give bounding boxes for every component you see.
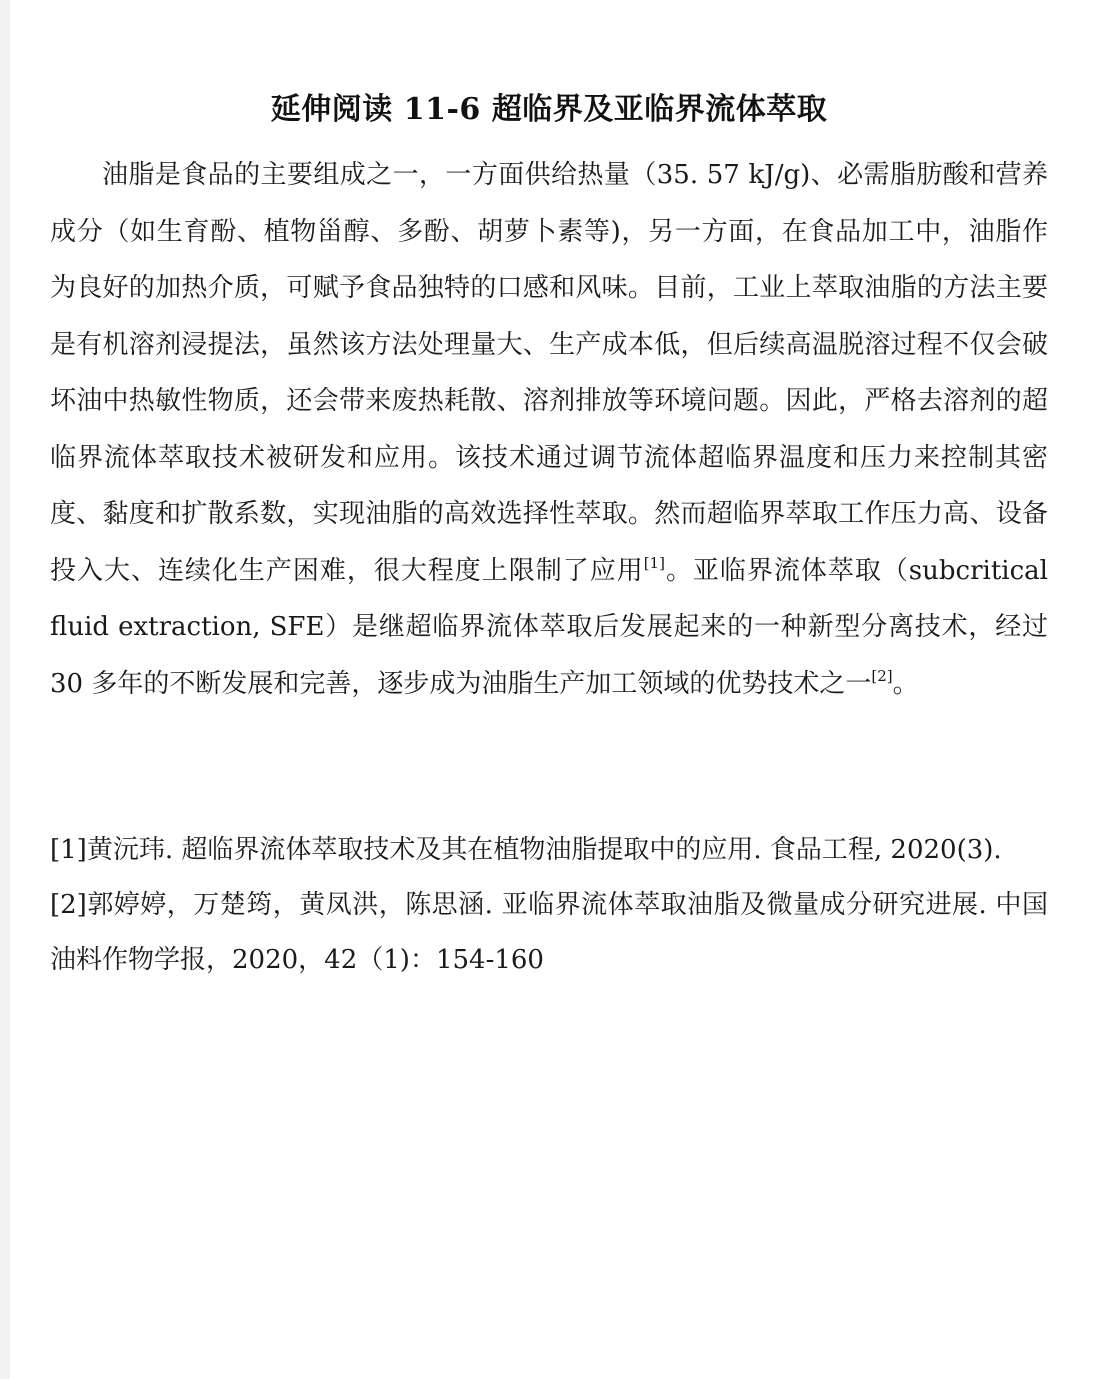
body-text-part-3: 。 (892, 668, 919, 699)
body-text-part-2: 。亚临界流体萃取（subcritical fluid extraction, SFE）是继超临界流体萃取后发展起来的一种新型分离技术，经过 30 多年的不断发展和完善，逐步成为油脂生产加工领域的优势技术之一 (50, 555, 1048, 699)
citation-1: [1] (643, 553, 665, 572)
body-paragraph (50, 147, 1048, 712)
reference-item-1: [1]黄沅玮. 超临界流体萃取技术及其在植物油脂提取中的应用. 食品工程, 2020(3). (50, 835, 1002, 865)
page-left-edge (0, 0, 10, 1379)
reference-item-2: [2]郭婷婷，万楚筠，黄凤洪，陈思涵. 亚临界流体萃取油脂及微量成分研究进展. 中国油料作物学报，2020，42（1)：154-160 (50, 890, 1048, 975)
document-title: 延伸阅读 11-6 超临界及亚临界流体萃取 (270, 92, 828, 127)
citation-2: [2] (871, 666, 893, 685)
body-text-part-1: 油脂是食品的主要组成之一，一方面供给热量（35. 57 kJ/g)、必需脂肪酸和营养成分（如生育酚、植物甾醇、多酚、胡萝卜素等)，另一方面，在食品加工中，油脂作为良好的加热介质，可赋予食品独特的口感和风味。目前，工业上萃取油脂的方法主要是有机溶剂浸提法，虽然该方法处理量大、生产成本低，但后续高温脱溶过程不仅会破坏油中热敏性物质，还会带来废热耗散、溶剂排放等环境问题。因此，严格去溶剂的超临界流体萃取技术被研发和应用。该技术通过调节流体超临界温度和压力来控制其密度、黏度和扩散系数，实现油脂的高效选择性萃取。然而超临界萃取工作压力高、设备投入大、连续化生产困难，很大程度上限制了应用 (50, 160, 1048, 586)
reference-list (50, 823, 1048, 988)
